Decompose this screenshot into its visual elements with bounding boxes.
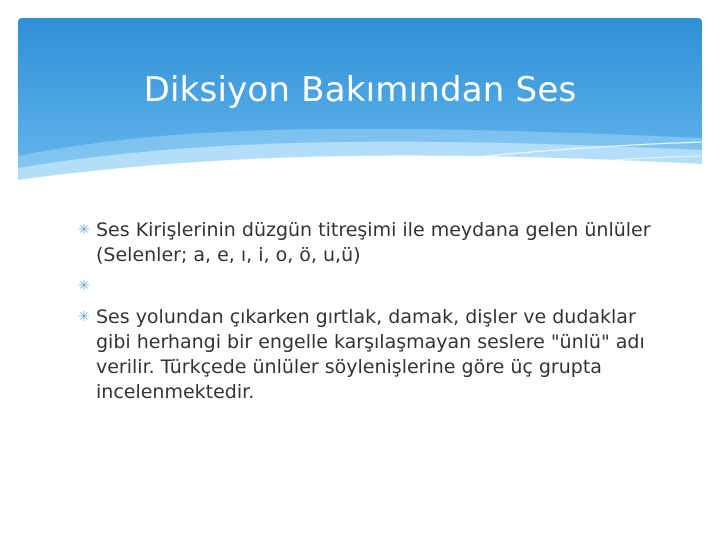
asterisk-bullet-icon: ✳ [78,309,90,325]
bullet-text: Ses yolundan çıkarken gırtlak, damak, dişler ve dudaklar gibi herhangi bir engelle karşılaşmayan seslere "ünlü" adı verilir. Türkçede ünlüler söylenişlerine göre üç grupta incelenmektedir. [96,306,645,403]
slide-title: Diksiyon Bakımından Ses [143,70,577,110]
bullet-list [78,218,658,411]
bullet-item [78,218,658,268]
title-banner [18,18,702,198]
asterisk-bullet-icon: ✳ [78,222,90,238]
bullet-item [78,305,658,405]
asterisk-bullet-icon: ✳ [78,278,90,294]
bullet-item-empty [78,274,658,299]
bullet-text: Ses Kirişlerinin düzgün titreşimi ile meydana gelen ünlüler (Selenler; a, e, ı, i, o, ö, u,ü) [96,219,651,266]
